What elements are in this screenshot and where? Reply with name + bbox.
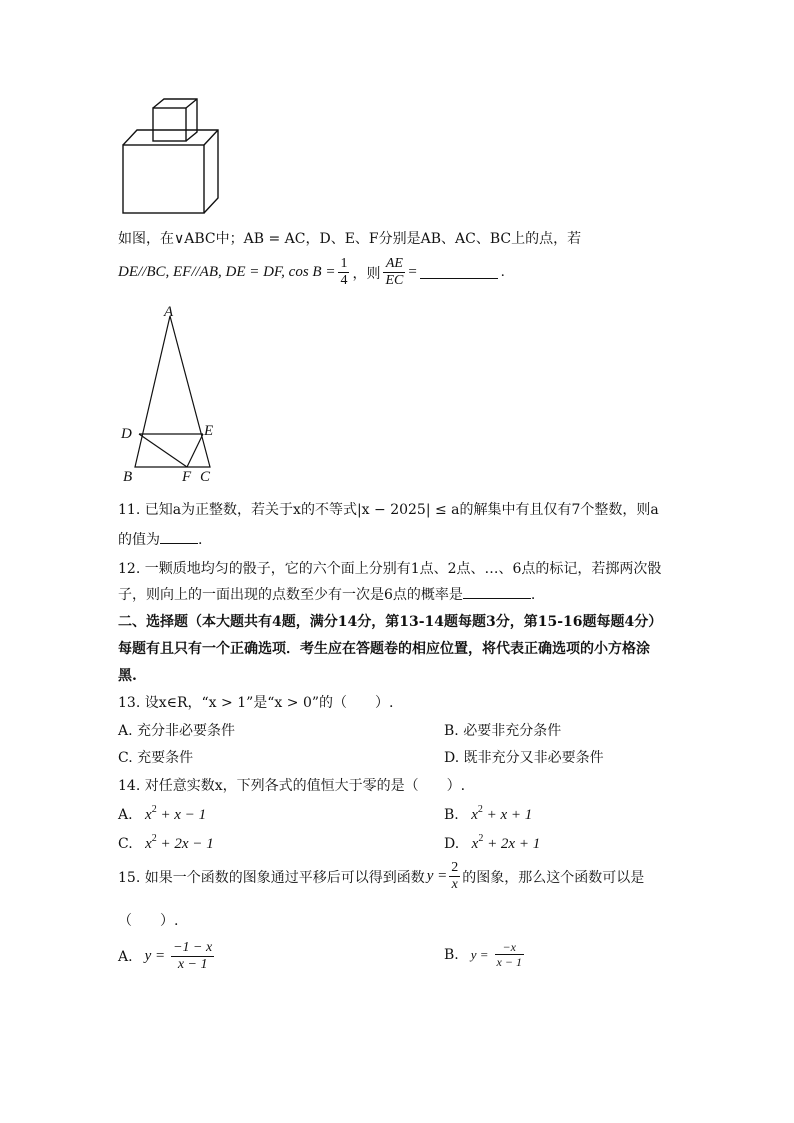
question-15-stem [118,860,644,893]
vertex-c-label: C [200,469,211,485]
section-2-instructions-end: 黑. [118,668,137,684]
stacked-cubes-figure [118,96,224,218]
triangle-figure [118,302,228,486]
q14-option-b[interactable] [444,804,532,824]
q15-stem-fraction [449,860,460,893]
q15-y-eq: y = [426,868,448,884]
q11-end: . [198,532,203,548]
q13-option-d[interactable]: D. 既非充分又非必要条件 [444,750,604,766]
q13-option-b[interactable]: B. 必要非充分条件 [444,723,562,739]
cos-fraction [338,256,349,289]
q14-d-rest: + 2x + 1 [487,836,541,852]
question-14-stem: 14. 对任意实数x，下列各式的值恒大于零的是（ ）. [118,778,466,794]
q14-c-label: C. [118,836,133,852]
frac-denominator: EC [385,273,404,288]
q15-option-b[interactable] [444,940,524,969]
q14-a-exp: 2 [151,804,157,815]
q15-paren: （ ）. [118,913,179,929]
section-2-instructions: 每题有且只有一个正确选项．考生应在答题卷的相应位置，将代表正确选项的小方格涂 [118,641,650,657]
q14-b-rest: + x + 1 [486,807,533,823]
q14-a-var: x [145,807,152,823]
question-12-line1: 12. 一颗质地均匀的骰子，它的六个面上分别有1点、2点、…、6点的标记，若掷两次骰 [118,561,662,577]
q14-d-var: x [471,836,479,852]
q14-option-a[interactable] [118,804,206,824]
vertex-d-label: D [121,426,132,442]
vertex-f-label: F [182,469,192,485]
q14-b-label: B. [444,807,459,823]
q14-a-label: A. [118,807,133,823]
section-2-heading: 二、选择题（本大题共有4题，满分14分，第13-14题每题3分，第15-16题每题4分） [118,614,663,630]
vertex-e-label: E [204,423,214,439]
q10-stem: 如图，在∨ABC中；AB = AC，D、E、F分别是AB、AC、BC上的点，若 [118,231,582,247]
answer-blank-11 [160,531,198,544]
q15-b-fraction [495,940,524,969]
answer-blank-10 [420,266,498,279]
q14-c-exp: 2 [151,833,157,844]
q14-option-c[interactable] [118,833,214,853]
q14-d-exp: 2 [478,833,484,844]
q15-stem-pre: 15. 如果一个函数的图象通过平移后可以得到函数 [118,869,425,886]
question-11-line1: 11. 已知a为正整数，若关于x的不等式|x − 2025| ≤ a的解集中有且仅有7个整数，则a [118,502,659,518]
q15-b-y: y = [470,946,489,962]
vertex-b-label: B [123,469,133,485]
question-10-line1 [118,228,581,248]
q15-b-den: x − 1 [496,955,522,969]
question-10-line2 [118,256,505,289]
q14-b-exp: 2 [477,804,483,815]
q15-b-label: B. [444,946,459,963]
question-13-stem: 13. 设x∈R，“x > 1”是“x > 0”的（ ）. [118,695,394,711]
question-11-line2 [118,529,202,549]
q15-a-den: x − 1 [177,957,208,972]
q15-stem-den: x [451,877,458,892]
q14-d-label: D. [444,836,460,852]
q14-option-d[interactable] [444,833,540,853]
q12-stem-tail: 子，则向上的一面出现的点数至少有一次是6点的概率是 [118,587,463,603]
q10-end: . [500,264,505,280]
vertex-a-label: A [164,304,174,320]
frac-numerator: AE [383,256,405,273]
q15-stem-post: 的图象，那么这个函数可以是 [462,869,645,886]
cos-denominator: 4 [340,273,348,288]
q11-stem-tail: 的值为 [118,532,160,548]
q10-condition: DE//BC, EF//AB, DE = DF, cos B = [118,264,336,280]
q15-option-a[interactable] [118,940,214,973]
q12-end: . [530,587,536,603]
q15-b-num: −x [495,940,524,955]
q13-option-a[interactable]: A. 充分非必要条件 [118,723,236,739]
q15-a-y: y = [144,948,166,964]
q14-c-rest: + 2x − 1 [160,836,214,852]
q15-a-label: A. [118,948,133,965]
q14-a-rest: + x − 1 [160,807,207,823]
q10-then: ，则 [352,265,381,282]
answer-blank-12 [463,586,531,599]
equals-sign: = [408,264,417,280]
q15-a-fraction [171,940,214,973]
q14-c-var: x [145,836,152,852]
q15-a-num: −1 − x [173,940,213,955]
q13-option-c[interactable]: C. 充要条件 [118,750,194,766]
q14-b-var: x [471,807,478,823]
cos-numerator: 1 [340,256,348,271]
q15-stem-num: 2 [451,860,459,875]
question-12-line2 [118,584,535,604]
ae-ec-fraction [383,256,405,289]
